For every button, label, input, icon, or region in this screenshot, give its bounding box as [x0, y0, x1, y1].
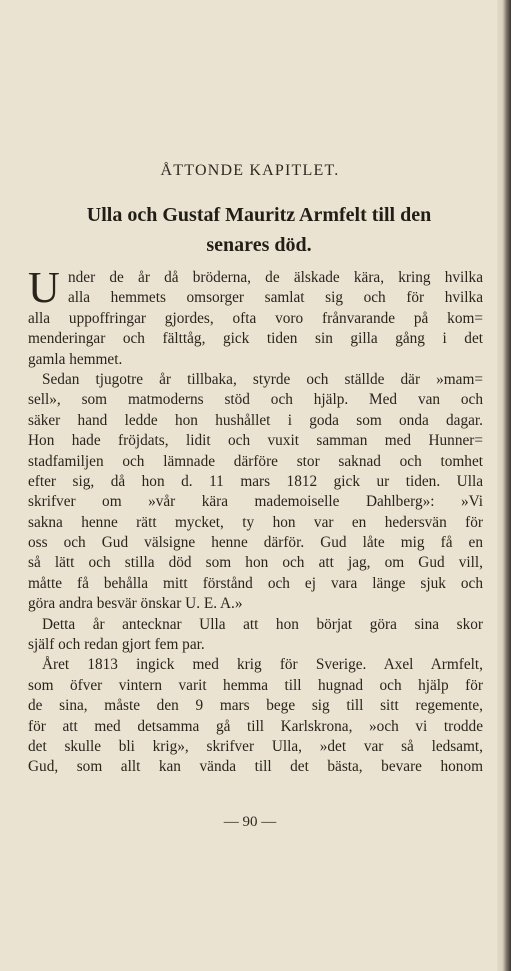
text-line: Sedan tjugotre år tillbaka, styrde och ställde där »mam=	[42, 370, 483, 388]
text-line: säker hand ledde hon hushållet i goda som onda dagar.	[28, 411, 483, 429]
text-line: sell», som matmoderns stöd och hjälp. Med van och	[28, 391, 483, 409]
text-line: alla hemmets omsorger samlat sig och för hvilka	[68, 289, 483, 307]
body-text	[28, 263, 483, 778]
text-line: så lätt och stilla död som hon och att jag, om Gud vill,	[28, 554, 483, 572]
text-line: menderingar och fälttåg, gick tiden sin gilla gång i det	[28, 330, 483, 348]
text-line: efter sig, då hon d. 11 mars 1812 gick ur tiden. Ulla	[28, 472, 483, 490]
chapter-title	[24, 200, 494, 260]
drop-cap: U	[28, 263, 60, 312]
text-line: skrifver om »vår kära mademoiselle Dahlberg»: »Vi	[28, 493, 483, 511]
text-line: stadfamiljen och lämnade därföre stor saknad och tomhet	[28, 452, 483, 470]
text-line: för att med detsamma gå till Karlskrona, »och vi trodde	[28, 717, 483, 735]
opening-paragraph	[28, 263, 483, 312]
text-line: som öfver vintern varit hemma till hugnad och hjälp för	[28, 676, 483, 694]
text-line: nder de år då bröderna, de älskade kära, kring hvilka	[68, 269, 483, 286]
text-line: alla uppoffringar gjordes, ofta voro frånvarande på kom=	[28, 309, 483, 327]
page-number: — 90 —	[223, 814, 277, 830]
text-line: själf och redan gjort fem par.	[28, 636, 205, 654]
text-line: Hon hade fröjdats, lidit och vuxit samman med Hunner=	[28, 432, 483, 450]
text-line: de sina, måste den 9 mars bege sig till sitt regemente,	[28, 697, 483, 715]
text-line: Gud, som allt kan vända till det bästa, bevare honom	[28, 758, 483, 776]
text-line: gamla hemmet.	[28, 350, 123, 368]
text-line: måtte få behålla mitt förstånd och ej vara länge sjuk och	[28, 574, 483, 592]
chapter-label: ÅTTONDE KAPITLET.	[160, 162, 340, 179]
text-line: oss och Gud välsigne henne därför. Gud låte mig få en	[28, 534, 483, 552]
text-line: sakna henne rätt mycket, ty hon var en hedersvän för	[28, 513, 483, 531]
text-line: Detta år antecknar Ulla att hon börjat göra sina skor	[42, 615, 483, 633]
chapter-title-line-2: senares död.	[206, 234, 312, 256]
chapter-title-line-1: Ulla och Gustaf Mauritz Armfelt till den	[86, 204, 432, 226]
text-line: Året 1813 ingick med krig för Sverige. Axel Armfelt,	[42, 656, 483, 674]
text-line: det skulle bli krig», skrifver Ulla, »det var så ledsamt,	[28, 737, 483, 755]
text-line: göra andra besvär önskar U. E. A.»	[28, 595, 243, 613]
